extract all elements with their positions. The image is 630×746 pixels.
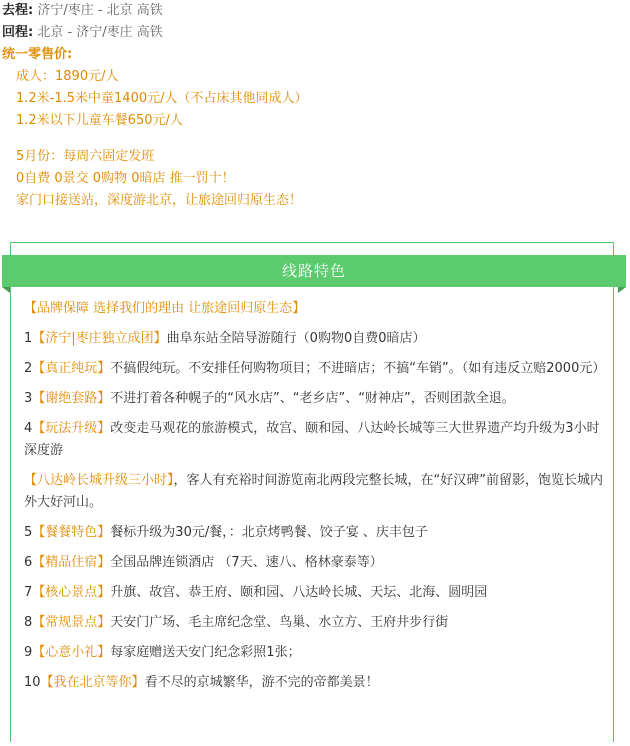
price-heading: 统一零售价:: [2, 47, 73, 62]
outbound-line: [2, 0, 308, 22]
price-adult: 成人：1890元/人: [16, 69, 119, 84]
item-tag: 【我在北京等你】: [40, 675, 145, 690]
trip-info: [2, 0, 308, 212]
features-title: 线路特色: [2, 255, 626, 287]
item-text: 看不尽的京城繁华，游不完的帝都美景！: [144, 675, 379, 690]
ribbon-fold-right: [618, 287, 626, 293]
pickup-note: 家门口接送站，深度游北京，让旅途回归原生态！: [16, 193, 303, 208]
price-child-small: 1.2米以下儿童车餐650元/人: [16, 113, 183, 128]
list-item: 2【真正纯玩】不搞假纯玩。不安排任何购物项目；不进暗店；不搞“车销”。（如有违反立赔2000元）: [24, 361, 606, 376]
ribbon-fold-left: [2, 287, 10, 293]
return-label: 回程:: [2, 25, 34, 40]
list-item: 9【心意小礼】每家庭赠送天安门纪念彩照1张；: [24, 645, 301, 660]
schedule-note: 5月份：每周六固定发班: [16, 149, 155, 164]
item-tag: 【真正纯玩】: [32, 361, 111, 376]
outbound-value: 济宁/枣庄 - 北京 高铁: [37, 3, 163, 18]
list-item: 4【玩法升级】改变走马观花的旅游模式，故宫、颐和园、八达岭长城等三大世界遗产均升级为3小时深度游: [24, 421, 600, 458]
item-text: 全国品牌连锁酒店 （7天、速八、格林豪泰等）: [110, 555, 383, 570]
brand-guarantee: 【品牌保障 选择我们的理由 让旅途回归原生态】: [24, 301, 306, 316]
list-item: 10【我在北京等你】看不尽的京城繁华，游不完的帝都美景！: [24, 675, 379, 690]
list-item: 5【餐餐特色】餐标升级为30元/餐，：北京烤鸭餐、饺子宴 、庆丰包子: [24, 525, 428, 540]
item-text: 每家庭赠送天安门纪念彩照1张；: [110, 645, 301, 660]
item-tag: 【济宁|枣庄独立成团】: [32, 331, 167, 346]
outbound-label: 去程:: [2, 3, 34, 18]
item-tag: 【餐餐特色】: [32, 525, 111, 540]
list-item: 6【精品住宿】全国品牌连锁酒店 （7天、速八、格林豪泰等）: [24, 555, 383, 570]
item-text: 不搞假纯玩。不安排任何购物项目；不进暗店；不搞“车销”。（如有违反立赔2000元）: [110, 361, 606, 376]
item-text: ，客人有充裕时间游览南北两段完整长城，在“好汉碑”前留影，饱览长城内外大好河山。: [24, 473, 603, 510]
list-item: 8【常规景点】天安门广场、毛主席纪念堂、鸟巢、水立方、王府井步行街: [24, 615, 449, 630]
item-text: 曲阜东站全陪导游随行（0购物0自费0暗店）: [166, 331, 426, 346]
item-tag: 【心意小礼】: [32, 645, 111, 660]
features-list: [24, 298, 606, 702]
item-tag: 【常规景点】: [32, 615, 111, 630]
return-value: 北京 - 济宁/枣庄 高铁: [37, 25, 163, 40]
item-text: 不进打着各种幌子的“风水店”、“老乡店”、“财神店”，否则团款全退。: [110, 391, 515, 406]
return-line: [2, 22, 308, 44]
item-tag: 【八达岭长城升级三小时】: [24, 473, 174, 488]
list-item: 3【谢绝套路】不进打着各种幌子的“风水店”、“老乡店”、“财神店”，否则团款全退。: [24, 391, 515, 406]
item-tag: 【谢绝套路】: [32, 391, 111, 406]
item-text: 餐标升级为30元/餐，：北京烤鸭餐、饺子宴 、庆丰包子: [110, 525, 428, 540]
price-child-mid: 1.2米-1.5米中童1400元/人（不占床其他同成人）: [16, 91, 308, 106]
list-item: 7【核心景点】升旗、故宫、恭王府、颐和园、八达岭长城、天坛、北海、圆明园: [24, 585, 488, 600]
list-item: [24, 470, 606, 514]
item-text: 天安门广场、毛主席纪念堂、鸟巢、水立方、王府井步行街: [110, 615, 449, 630]
list-item: 1【济宁|枣庄独立成团】曲阜东站全陪导游随行（0购物0自费0暗店）: [24, 331, 426, 346]
no-shopping-note: 0自费 0景交 0购物 0暗店 推一罚十！: [16, 171, 235, 186]
item-text: 改变走马观花的旅游模式，故宫、颐和园、八达岭长城等三大世界遗产均升级为3小时深度游: [24, 421, 600, 458]
item-tag: 【核心景点】: [32, 585, 111, 600]
item-text: 升旗、故宫、恭王府、颐和园、八达岭长城、天坛、北海、圆明园: [110, 585, 488, 600]
item-tag: 【精品住宿】: [32, 555, 111, 570]
item-tag: 【玩法升级】: [32, 421, 111, 436]
